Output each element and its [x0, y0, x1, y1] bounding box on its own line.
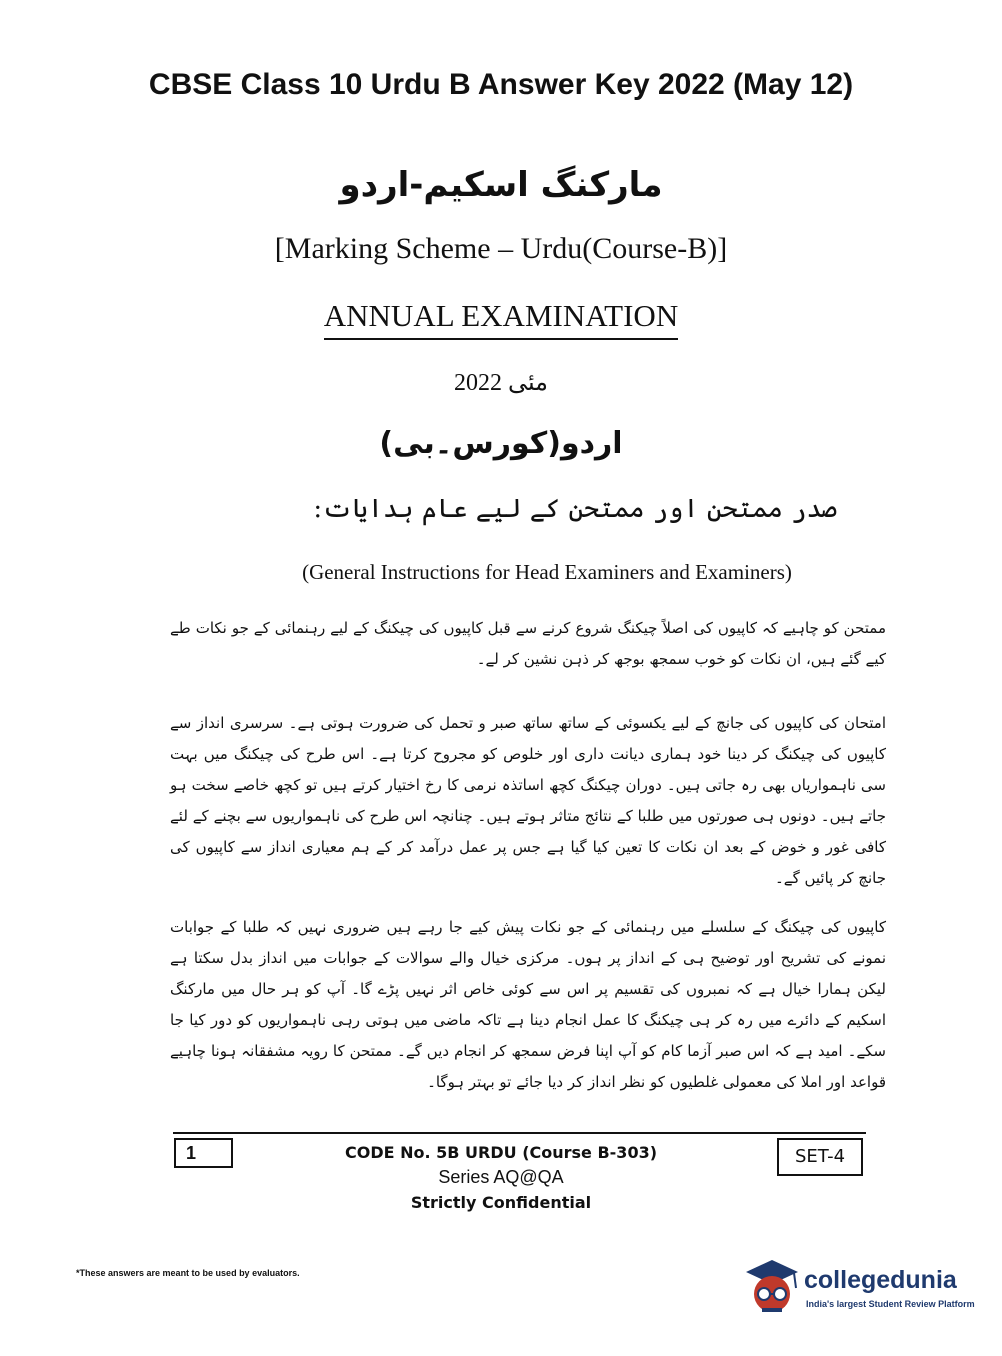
instruction-paragraph: کاپیوں کی چیکنگ کے سلسلے میں رہنمائی کے جو نکات پیش کیے جا رہے ہیں ضروری نہیں کہ طلبا کے جوابات نمونے کی تشریح اور توضیح ہی کے انداز پر ہوں۔ مرکزی خیال والے سوالات کے جوابات میں انداز بدل سکتا ہے لیکن ہمارا خیال ہے کہ نمبروں کی تقسیم پر اس سے کوئی خاص اثر نہیں پڑے گا۔ آپ کو ہر حال میں مارکنگ اسکیم کے دائرے میں رہ کر ہی چیکنگ کا عمل انجام دینا ہے تاکہ ماضی میں ہوتی رہی ناہمواریوں کو دور کیا جا سکے۔ امید ہے کہ اس صبر آزما کام کو آپ اپنا فرض سمجھ کر انجام دیں گے۔ ممتحن کا رویہ مشفقانہ ہونا چاہیے قواعد اور املا کی معمولی غلطیوں کو نظر انداز کر دیا جائے تو بہتر ہوگا۔: [170, 918, 886, 1091]
instructions-heading-english: (General Instructions for Head Examiners and Examiners): [302, 560, 792, 584]
exam-date: مئی 2022: [453, 370, 549, 396]
paper-code: CODE No. 5B URDU (Course B-303): [344, 1143, 658, 1162]
english-title: [Marking Scheme – Urdu(Course-B)]: [274, 232, 728, 265]
footer-divider: [173, 1132, 866, 1134]
page-banner-title: CBSE Class 10 Urdu B Answer Key 2022 (May 12): [148, 68, 854, 101]
instructions-heading-urdu: صدر ممتحن اور ممتحن کے لیے عام ہدایات:: [313, 494, 837, 524]
logo-tagline: India's largest Student Review Platform: [806, 1299, 975, 1309]
logo-brand-name: collegedunia: [804, 1266, 957, 1294]
confidential-label: Strictly Confidential: [410, 1193, 592, 1212]
exam-name: [0, 298, 1002, 340]
evaluator-note: *These answers are meant to be used by evaluators.: [76, 1268, 300, 1278]
instruction-paragraph: امتحان کی کاپیوں کی جانچ کے لیے یکسوئی کے ساتھ ساتھ صبر و تحمل کی ضرورت ہوتی ہے۔ سرسری انداز سے کاپیوں کی چیکنگ کر دینا خود ہماری دیانت داری اور خلوص کو مجروح کرتا ہے۔ اس طرح کی چیکنگ میں بہت سی ناہمواریاں بھی رہ جاتی ہیں۔ دوران چیکنگ کچھ اساتذہ نرمی کا رخ اختیار کرتے ہیں تو کچھ خاصے سخت ہو جاتے ہیں۔ دونوں ہی صورتوں میں طلبا کے نتائج متاثر ہوتے ہیں۔ چنانچہ اس طرح کی ناہمواریوں سے بچنے کے لئے کافی غور و خوض کے بعد ان نکات کا تعین کیا گیا ہے جس پر عمل درآمد کر کے ہم معیاری انداز سے کاپیوں کی جانچ کر پائیں گے۔: [170, 714, 886, 887]
set-box: SET-4: [777, 1138, 863, 1176]
paper-series: Series AQ@QA: [438, 1167, 564, 1187]
course-title: اردو(کورس۔بی): [379, 426, 623, 461]
exam-name-text: ANNUAL EXAMINATION: [324, 298, 678, 340]
urdu-title: مارکنگ اسکیم-اردو: [339, 165, 663, 205]
page-number-box: 1: [174, 1138, 233, 1168]
instruction-paragraph: ممتحن کو چاہیے کہ کاپیوں کی اصلاً چیکنگ شروع کرنے سے قبل کاپیوں کی چیکنگ کے لیے رہنمائی کے جو نکات طے کیے گئے ہیں، ان نکات کو خوب سمجھ بوجھ کر ذہن نشین کر لے۔: [170, 619, 886, 668]
